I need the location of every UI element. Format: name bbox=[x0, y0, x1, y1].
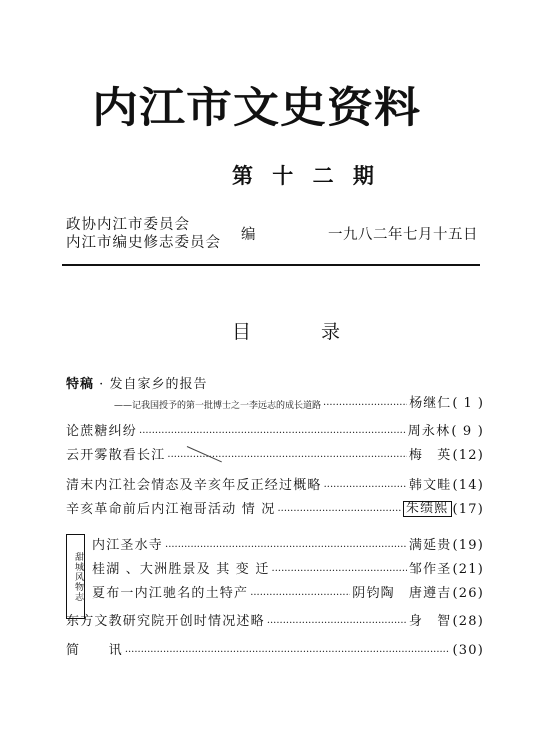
toc-page: (21) bbox=[452, 562, 484, 577]
toc-page: (12) bbox=[452, 448, 484, 463]
leader-dots bbox=[139, 428, 406, 439]
toc-author: 邹作圣 bbox=[408, 562, 452, 577]
toc-page: (28) bbox=[452, 614, 484, 629]
toc-entry-special[interactable] bbox=[114, 393, 484, 411]
issue-number: 第 十 二 期 bbox=[232, 163, 380, 188]
special-title: 发自家乡的报告 bbox=[109, 377, 208, 392]
header-rule bbox=[62, 264, 480, 266]
toc-entry[interactable] bbox=[66, 475, 484, 493]
toc-title: 云开雾散看长江 bbox=[66, 448, 166, 463]
toc-author-boxed: 朱绩熙 bbox=[403, 501, 452, 517]
toc-page: ( 1 ) bbox=[452, 396, 484, 411]
toc-author: 周永林 bbox=[407, 424, 451, 439]
toc-entry[interactable] bbox=[92, 535, 484, 553]
special-separator: · bbox=[99, 377, 105, 392]
toc-page: (30) bbox=[452, 643, 484, 658]
toc-page: (14) bbox=[452, 478, 484, 493]
special-label: 特稿 bbox=[66, 377, 95, 392]
toc-title: 辛亥革命前后内江袍哥活动 情 况 bbox=[66, 502, 276, 517]
toc-entry[interactable] bbox=[66, 640, 484, 658]
leader-dots bbox=[250, 590, 350, 601]
special-subtitle: ——记我国授予的第一批博士之一李远志的成长道路 bbox=[114, 401, 322, 411]
toc-title: 东方文教研究院开创时情况述略 bbox=[66, 614, 265, 629]
toc-title: 夏布一内江驰名的土特产 bbox=[92, 586, 249, 601]
masthead-title: 内江市文史资料 bbox=[92, 82, 421, 132]
toc-heading-right: 录 bbox=[320, 321, 340, 343]
toc-title: 清末内江社会情态及辛亥年反正经过概略 bbox=[66, 478, 322, 493]
toc-author: 梅 英 bbox=[408, 448, 452, 463]
toc-author: 身 智 bbox=[408, 614, 452, 629]
toc-title: 内江圣水寺 bbox=[92, 538, 164, 553]
toc-co-author: 阴钧陶 bbox=[352, 586, 395, 601]
toc-title: 论蔗糖纠纷 bbox=[66, 424, 138, 439]
publisher-org-1: 政协内江市委员会 bbox=[66, 217, 190, 233]
special-feature-line bbox=[66, 373, 207, 392]
toc-author: 韩文畦 bbox=[408, 478, 452, 493]
toc-page: (26) bbox=[452, 586, 484, 601]
toc-author: 杨继仁 bbox=[409, 396, 452, 411]
leader-dots bbox=[323, 400, 407, 411]
toc-entry[interactable] bbox=[66, 421, 484, 439]
toc-entry[interactable] bbox=[66, 445, 484, 463]
publish-date: 一九八二年七月十五日 bbox=[328, 227, 478, 243]
leader-dots bbox=[277, 506, 400, 517]
toc-entry[interactable] bbox=[66, 611, 484, 629]
toc-title: 简 讯 bbox=[66, 643, 123, 658]
leader-dots bbox=[267, 618, 407, 629]
leader-dots bbox=[324, 482, 407, 493]
toc-author: 唐遵吉 bbox=[408, 586, 452, 601]
leader-dots bbox=[272, 566, 407, 577]
leader-dots bbox=[125, 647, 450, 658]
toc-page: ( 9 ) bbox=[451, 424, 484, 439]
publisher-org-2: 内江市编史修志委员会 bbox=[66, 235, 221, 251]
toc-entry[interactable] bbox=[92, 559, 484, 577]
toc-author: 满延贵 bbox=[408, 538, 452, 553]
toc-page: (19) bbox=[452, 538, 484, 553]
toc-heading-left: 目 bbox=[232, 321, 252, 343]
toc-entry[interactable] bbox=[92, 583, 484, 601]
toc-entry[interactable] bbox=[66, 499, 484, 517]
toc-title: 桂湖 、大洲胜景及 其 变 迁 bbox=[92, 562, 270, 577]
leader-dots bbox=[165, 542, 407, 553]
toc-page: (17) bbox=[452, 502, 484, 517]
editor-mark: 编 bbox=[241, 227, 256, 243]
section-label-vertical: 甜城风物志 bbox=[66, 534, 85, 619]
toc-heading bbox=[232, 317, 340, 344]
